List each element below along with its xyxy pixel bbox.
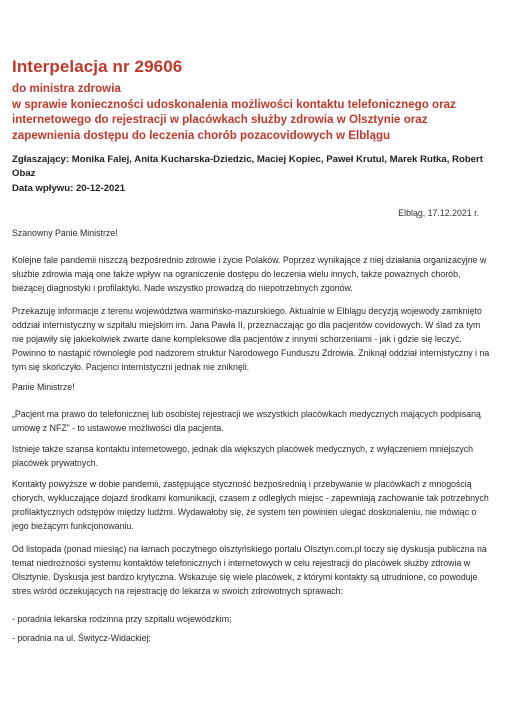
date-received: Data wpływu: 20-12-2021	[12, 183, 126, 194]
paragraph: Od listopada (ponad miesiąc) na łamach poczytnego olsztyńskiego portalu Olsztyn.com.pl toczy się dyskusja publiczna na temat niedrożności systemu kontaktów telefonicznych i internetowych w celu rejestracji do placówek służby zdrowia w Olsztynie. Dyskusja jest bardzo krytyczna. Wskazuje się wiele placówek, z którymi kontakty są utrudnione, co powoduje stres wśród oczekujących na rejestrację do lekarza w swoich zdrowotnych sprawach:	[12, 544, 487, 597]
greeting: Szanowny Panie Ministrze!	[12, 228, 118, 238]
place-date: Elbląg, 17.12.2021 r.	[398, 208, 479, 218]
reporters: Zgłaszający: Monika Falej, Anita Kucharska-Dziedzic, Maciej Kopiec, Paweł Krutul, Marek Rutka, Robert Obaz	[12, 154, 483, 179]
list-item: - poradnia lekarska rodzinna przy szpitalu wojewódzkim;	[12, 614, 232, 624]
greeting-2: Panie Ministrze!	[12, 382, 75, 392]
interpellation-title: Interpelacja nr 29606	[12, 57, 183, 76]
paragraph: Istnieje także szansa kontaktu internetowego, jednak dla większych placówek medycznych, z wyłączeniem mniejszych placówek prywatnych.	[12, 444, 474, 469]
paragraph: Kolejne fale pandemii niszczą bezpośrednio zdrowie i życie Polaków. Poprzez wynikające z niej działania organizacyjne w służbie zdrowia mają one także wpływ na ograniczenie dostępu do leczenia wielu innych, także poważnych chorób, bieżącej diagnostyki i profilaktyki. Nade wszystko prowadzą do niepotrzebnych zgonów.	[12, 255, 487, 294]
paragraph: Przekazuję informacje z terenu województwa warmińsko-mazurskiego. Aktualnie w Elblągu decyzją wojewody zamknięto oddział internistyczny w szpitalu miejskim im. Jana Pawła II, przeznaczając go dla pacjentów covidowych. W ślad za tym nie pojawiły się jakiekolwiek zwarte dane kompleksowe dla pacjentów z innymi schorzeniami - jak i gdzie się leczyć. Powinno to nastąpić równolegle pod nadzorem struktur Narodowego Funduszu Zdrowia. Zniknął oddział internistyczny i na tym się skończyło. Pacjenci internistyczni jednak nie zniknęli.	[12, 306, 490, 373]
paragraph: Kontakty powyższe w dobie pandemii, zastępujące styczność bezpośrednią i przebywanie w placówkach z mnogością chorych, wykluczające dojazd środkami komunikacji, czasem z odległych miejsc - zapewniają zachowanie tak potrzebnych profilaktycznych odstępów między ludźmi. Wydawałoby się, że system ten powinien ulegać doskonaleniu, nie mówiąc o jego bieżącym funkcjonowaniu.	[12, 479, 489, 532]
paragraph: „Pacjent ma prawo do telefonicznej lub osobistej rejestracji we wszystkich placówkach medycznych mających podpisaną umowę z NFZ” - to ustawowe możliwości dla pacjenta.	[12, 409, 481, 434]
subject: w sprawie konieczności udoskonalenia możliwości kontaktu telefonicznego oraz internetowego do rejestracji w placówkach służby zdrowia w Olsztynie oraz zapewnienia dostępu do leczenia chorób pozacovidowych w Elblągu	[12, 98, 456, 142]
list-item: - poradnia na ul. Świtycz-Widackiej;	[12, 633, 151, 643]
addressee: do ministra zdrowia	[12, 82, 121, 95]
